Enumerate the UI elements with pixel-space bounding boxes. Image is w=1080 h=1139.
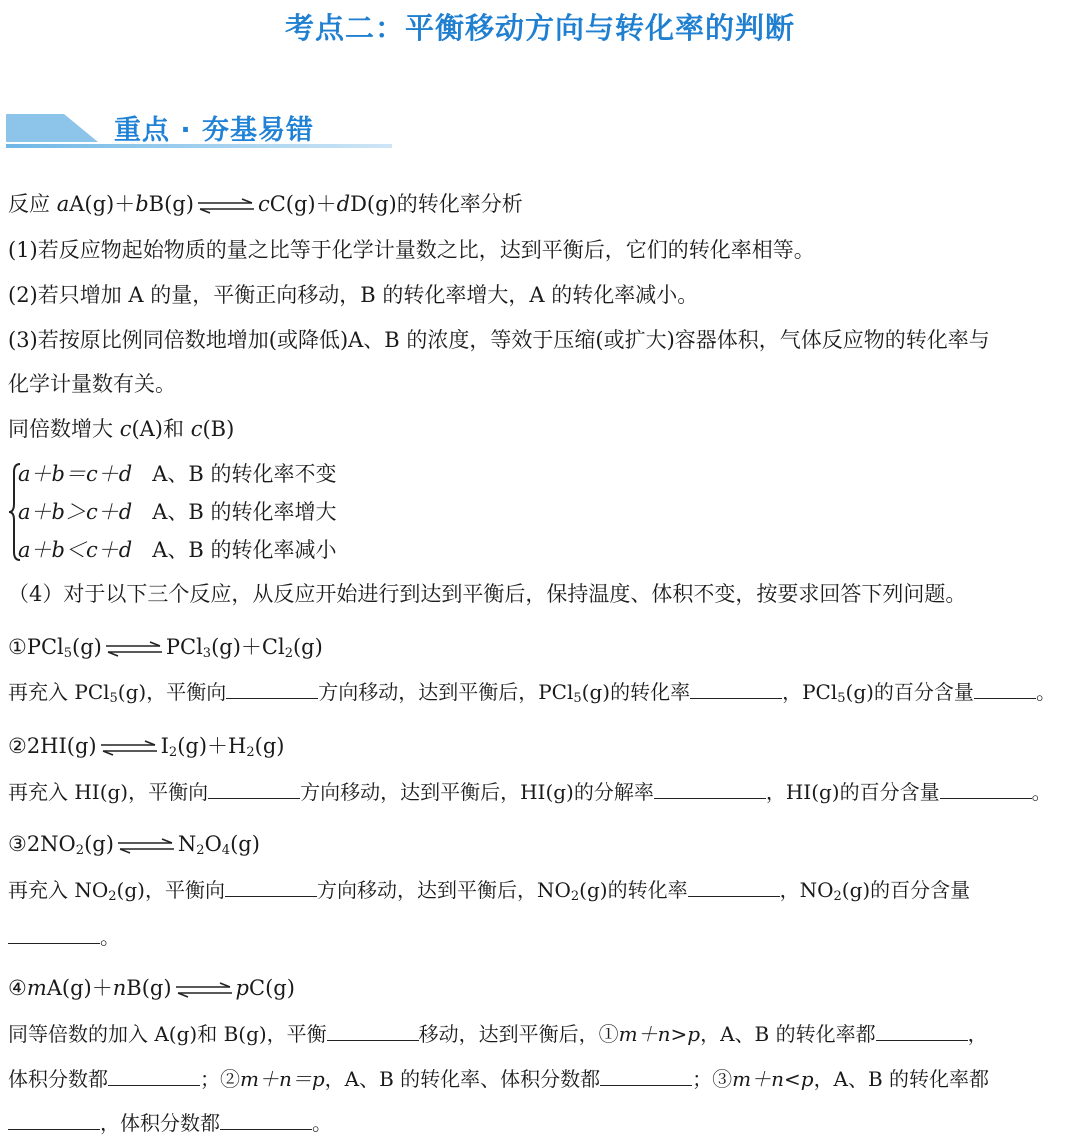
question-4-line3: ，体积分数都 。 [8, 1108, 332, 1138]
point-1: (1)若反应物起始物质的量之比等于化学计量数之比，达到平衡后，它们的转化率相等。 [8, 238, 815, 262]
question-2: 再充入 HI(g)，平衡向 方向移动，达到平衡后，HI(g)的分解率 ，HI(g)的百分含量 。 [8, 780, 1052, 804]
answer-blank[interactable] [108, 1065, 200, 1086]
equilibrium-arrow-icon [116, 838, 176, 854]
point-2: (2)若只增加 A 的量，平衡正向移动，B 的转化率增大，A 的转化率减小。 [8, 283, 699, 307]
answer-blank[interactable] [208, 778, 300, 799]
reaction-2: ②2HI(g) $I_2(g)+H_2(g)$ [8, 734, 285, 760]
section-title: 重点 · 夯基易错 [114, 115, 315, 146]
point-4: （4）对于以下三个反应，从反应开始进行到达到平衡后，保持温度、体积不变，按要求回答下列问题。 [8, 582, 967, 606]
answer-blank[interactable] [690, 678, 782, 699]
question-3-cont: 。 [8, 922, 120, 952]
equilibrium-arrow-icon [196, 198, 256, 214]
answer-blank[interactable] [940, 778, 1032, 799]
answer-blank[interactable] [654, 778, 766, 799]
case-equal: a＋b＝c＋d A、B 的转化率不变 [18, 462, 337, 486]
answer-blank[interactable] [327, 1020, 419, 1041]
equilibrium-arrow-icon [174, 982, 234, 998]
point-3a: (3)若按原比例同倍数地增加(或降低)A、B 的浓度，等效于压缩(或扩大)容器体积，气体反应物的转化率与 [8, 328, 990, 352]
answer-blank[interactable] [688, 876, 780, 897]
intro-reaction: 反应 aA(g)＋bB(g) cC(g)＋dD(g)的转化率分析 [8, 192, 523, 216]
answer-blank[interactable] [226, 678, 318, 699]
answer-blank[interactable] [8, 1109, 100, 1130]
reaction-1: ①PCl$_5$(g) $PCl_3(g)+Cl_2(g)$ [8, 635, 323, 661]
point-3b: 化学计量数有关。 [8, 372, 176, 396]
case-less: a＋b＜c＋d A、B 的转化率减小 [18, 538, 337, 562]
case-greater: a＋b＞c＋d A、B 的转化率增大 [18, 500, 337, 524]
same-multiple-line: 同倍数增大 c(A)和 c(B) [8, 417, 235, 441]
answer-blank[interactable] [225, 876, 317, 897]
question-4-line2: 体积分数都 ；②m＋n＝p，A、B 的转化率、体积分数都 ；③m＋n<p，A、B 的转化率都 [8, 1067, 990, 1091]
reaction-4: ④mA(g)＋nB(g) pC(g) [8, 976, 295, 1000]
answer-blank[interactable] [600, 1065, 692, 1086]
question-1: 再充入 PCl$_5$(g)，平衡向 方向移动，达到平衡后，PCl$_5$(g)的转化率 ，PCl$_5$(g)的百分含量 。 [8, 680, 1056, 706]
question-3: 再充入 $NO_2(g)$，平衡向 方向移动，达到平衡后，$NO_2(g)$的转化率 ，$NO_2(g)$的百分含量 [8, 878, 971, 904]
answer-blank[interactable] [876, 1020, 968, 1041]
page-title: 考点二：平衡移动方向与转化率的判断 [284, 11, 795, 45]
answer-blank[interactable] [8, 923, 100, 944]
answer-blank[interactable] [974, 678, 1036, 699]
question-4-line1: 同等倍数的加入 A(g)和 B(g)，平衡 移动，达到平衡后，①m＋n>p，A、B 的转化率都 ， [8, 1022, 988, 1046]
reaction-3: $③2NO_2(g)$ $N_2O_4(g)$ [8, 832, 260, 858]
equilibrium-arrow-icon [99, 740, 159, 756]
equilibrium-arrow-icon [104, 641, 164, 657]
answer-blank[interactable] [220, 1109, 312, 1130]
